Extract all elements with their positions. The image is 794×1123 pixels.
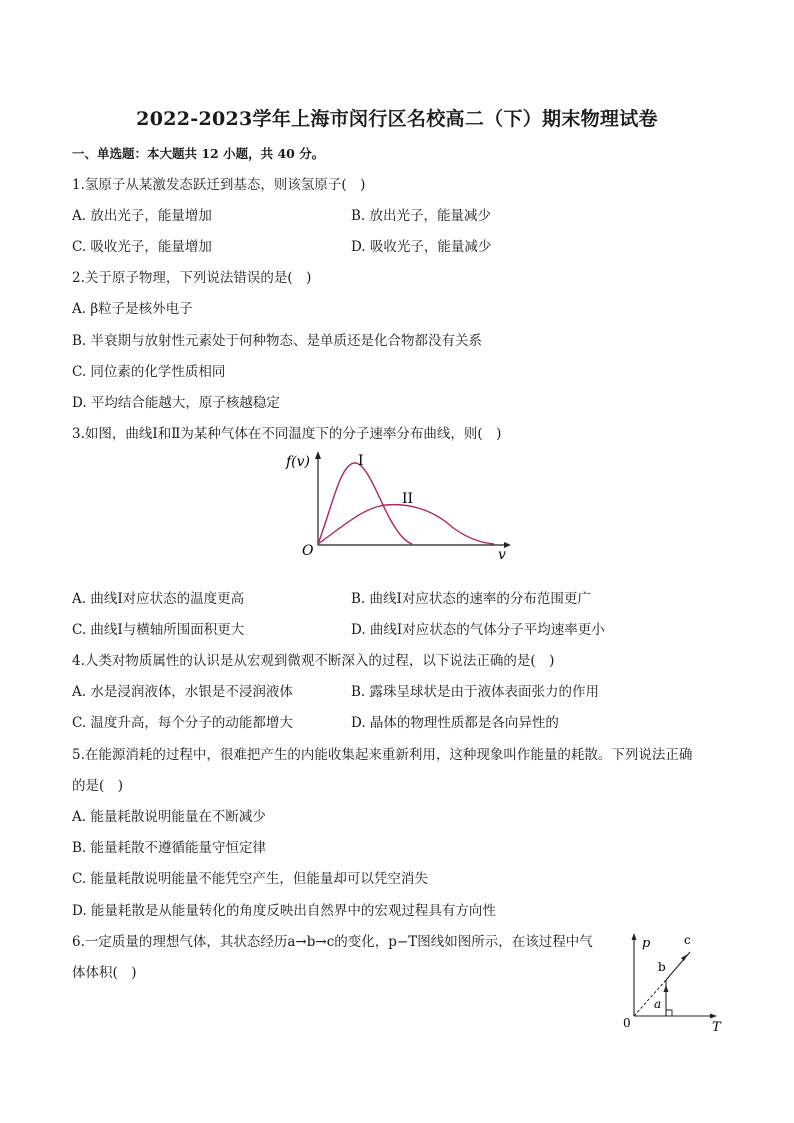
- q5-option-c: C. 能量耗散说明能量不能凭空产生，但能量却可以凭空消失: [72, 871, 428, 887]
- pT-graph-figure: [618, 928, 728, 1036]
- T-axis-arrow-icon: [710, 1014, 717, 1019]
- q1-option-b: B. 放出光子，能量减少: [351, 208, 492, 224]
- curve-I-label: I: [358, 453, 364, 469]
- question-1-stem: 1.氢原子从某激发态跃迁到基态，则该氢原子( ): [72, 177, 366, 193]
- question-6-stem-line-1: 6.一定质量的理想气体，其状态经历a→b→c的变化，p−T图线如图所示，在该过程中气: [72, 934, 593, 950]
- question-5-stem-line-2: 的是( ): [72, 778, 124, 794]
- point-a-label: a: [654, 997, 662, 1011]
- q2-option-d: D. 平均结合能越大，原子核越稳定: [72, 395, 280, 411]
- question-3-stem: 3.如图，曲线Ⅰ和Ⅱ为某种气体在不同温度下的分子速率分布曲线，则( ): [72, 426, 502, 442]
- question-2-stem: 2.关于原子物理，下列说法错误的是( ): [72, 270, 312, 286]
- q1-option-a: A. 放出光子，能量增加: [72, 208, 212, 224]
- curve-II: [318, 505, 494, 544]
- p-axis-label: p: [642, 936, 651, 951]
- p-axis-arrow-icon: [632, 933, 637, 940]
- q3-option-d: D. 曲线Ⅰ对应状态的气体分子平均速率更小: [351, 622, 605, 638]
- q5-option-b: B. 能量耗散不遵循能量守恒定律: [72, 840, 267, 856]
- curve-I: [318, 463, 412, 544]
- q5-option-a: A. 能量耗散说明能量在不断减少: [72, 809, 266, 825]
- q4-option-d: D. 晶体的物理性质都是各向异性的: [351, 715, 559, 731]
- q3-option-c: C. 曲线Ⅰ与横轴所围面积更大: [72, 622, 245, 638]
- origin-label: O: [302, 543, 314, 559]
- question-5-stem-line-1: 5.在能源消耗的过程中，很难把产生的内能收集起来重新利用，这种现象叫作能量的耗散。下列说法正确: [72, 747, 693, 763]
- q4-option-a: A. 水是浸润液体，水银是不浸润液体: [72, 684, 293, 700]
- b-to-c-arrow-icon: [681, 954, 688, 961]
- point-c-label: c: [684, 933, 691, 947]
- origin-zero-label: 0: [623, 1016, 631, 1030]
- question-4-stem: 4.人类对物质属性的认识是从宏观到微观不断深入的过程，以下说法正确的是( ): [72, 653, 555, 669]
- q3-option-a: A. 曲线Ⅰ对应状态的温度更高: [72, 591, 245, 607]
- speed-distribution-figure: [282, 447, 514, 560]
- right-angle-marker: [666, 1010, 672, 1016]
- origin-to-a-dashed-line: [634, 980, 666, 1016]
- curve-II-label: II: [402, 491, 414, 507]
- v-axis-label: v: [498, 547, 506, 560]
- section-heading: 一、单选题：本大题共 12 小题，共 40 分。: [72, 146, 325, 161]
- q4-option-b: B. 露珠呈球状是由于液体表面张力的作用: [351, 684, 600, 700]
- T-axis-label: T: [712, 1020, 721, 1035]
- q2-option-c: C. 同位素的化学性质相同: [72, 364, 226, 380]
- q5-option-d: D. 能量耗散是从能量转化的角度反映出自然界中的宏观过程具有方向性: [72, 903, 496, 919]
- f-axis-arrow-icon: [315, 451, 321, 459]
- q1-option-d: D. 吸收光子，能量减少: [351, 239, 492, 255]
- q4-option-c: C. 温度升高，每个分子的动能都增大: [72, 715, 293, 731]
- point-b-label: b: [658, 960, 666, 974]
- f-axis-label: f(v): [286, 454, 311, 470]
- q3-option-b: B. 曲线Ⅰ对应状态的速率的分布范围更广: [351, 591, 591, 607]
- q1-option-c: C. 吸收光子，能量增加: [72, 239, 212, 255]
- exam-title: 2022-2023学年上海市闵行区名校高二（下）期末物理试卷: [136, 108, 658, 130]
- q2-option-b: B. 半衰期与放射性元素处于何种物态、是单质还是化合物都没有关系: [72, 333, 483, 349]
- question-6-stem-line-2: 体体积( ): [72, 965, 137, 981]
- a-to-b-arrow-icon: [664, 985, 669, 992]
- q2-option-a: A. β粒子是核外电子: [72, 301, 193, 317]
